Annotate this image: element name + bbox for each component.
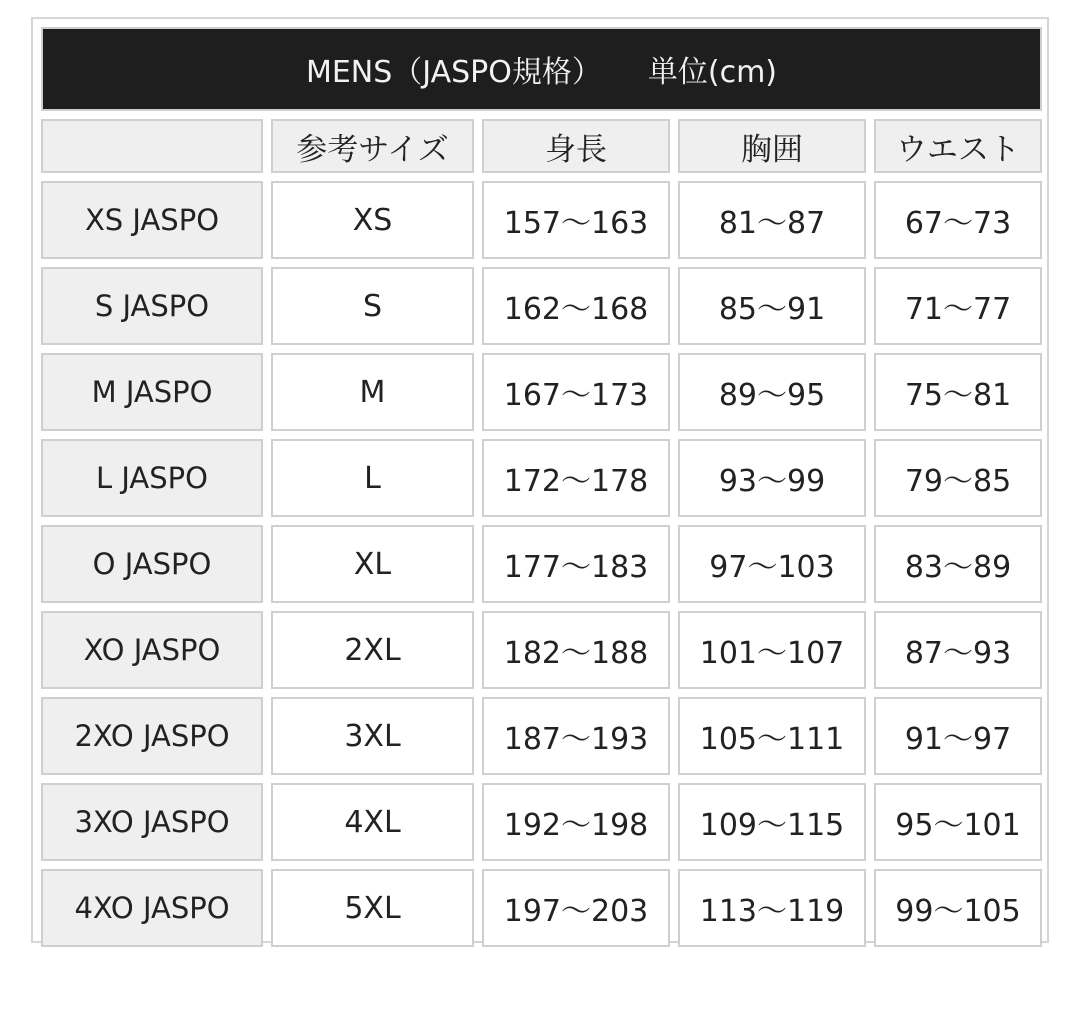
chest-cell: 81～87 [678, 181, 866, 259]
title-row [41, 27, 1042, 111]
chest-cell: 101～107 [678, 611, 866, 689]
reference-size-cell: 2XL [271, 611, 474, 689]
row-label: M JASPO [41, 353, 263, 431]
chest-cell: 109～115 [678, 783, 866, 861]
row-label: XO JASPO [41, 611, 263, 689]
waist-cell: 71～77 [874, 267, 1042, 345]
waist-cell: 79～85 [874, 439, 1042, 517]
height-cell: 177～183 [482, 525, 670, 603]
table-title [41, 27, 1042, 111]
height-cell: 167～173 [482, 353, 670, 431]
row-label: 2XO JASPO [41, 697, 263, 775]
waist-cell: 95～101 [874, 783, 1042, 861]
reference-size-cell: XL [271, 525, 474, 603]
row-label: O JASPO [41, 525, 263, 603]
waist-cell: 99～105 [874, 869, 1042, 947]
header-row [41, 119, 1042, 173]
waist-cell: 67～73 [874, 181, 1042, 259]
table-row [41, 611, 1042, 689]
height-cell: 187～193 [482, 697, 670, 775]
height-cell: 197～203 [482, 869, 670, 947]
header-reference-size: 参考サイズ [271, 119, 474, 173]
chest-cell: 93～99 [678, 439, 866, 517]
table-title-main: MENS（JASPO規格） [305, 55, 602, 90]
header-height: 身長 [482, 119, 670, 173]
reference-size-cell: 5XL [271, 869, 474, 947]
height-cell: 162～168 [482, 267, 670, 345]
size-chart-table-container [31, 17, 1049, 943]
row-label: XS JASPO [41, 181, 263, 259]
chest-cell: 89～95 [678, 353, 866, 431]
reference-size-cell: 4XL [271, 783, 474, 861]
table-row [41, 181, 1042, 259]
header-waist: ウエスト [874, 119, 1042, 173]
table-row [41, 439, 1042, 517]
reference-size-cell: L [271, 439, 474, 517]
waist-cell: 75～81 [874, 353, 1042, 431]
table-row [41, 783, 1042, 861]
size-chart-table [33, 19, 1050, 955]
reference-size-cell: 3XL [271, 697, 474, 775]
height-cell: 157～163 [482, 181, 670, 259]
waist-cell: 91～97 [874, 697, 1042, 775]
waist-cell: 83～89 [874, 525, 1042, 603]
table-row [41, 525, 1042, 603]
reference-size-cell: XS [271, 181, 474, 259]
table-row [41, 267, 1042, 345]
reference-size-cell: M [271, 353, 474, 431]
waist-cell: 87～93 [874, 611, 1042, 689]
height-cell: 182～188 [482, 611, 670, 689]
chest-cell: 105～111 [678, 697, 866, 775]
table-title-unit: 単位(cm) [647, 55, 778, 90]
chest-cell: 85～91 [678, 267, 866, 345]
row-label: 4XO JASPO [41, 869, 263, 947]
table-row [41, 353, 1042, 431]
reference-size-cell: S [271, 267, 474, 345]
header-chest: 胸囲 [678, 119, 866, 173]
header-empty [41, 119, 263, 173]
row-label: L JASPO [41, 439, 263, 517]
row-label: S JASPO [41, 267, 263, 345]
chest-cell: 113～119 [678, 869, 866, 947]
height-cell: 172～178 [482, 439, 670, 517]
chest-cell: 97～103 [678, 525, 866, 603]
table-row [41, 869, 1042, 947]
table-row [41, 697, 1042, 775]
height-cell: 192～198 [482, 783, 670, 861]
row-label: 3XO JASPO [41, 783, 263, 861]
